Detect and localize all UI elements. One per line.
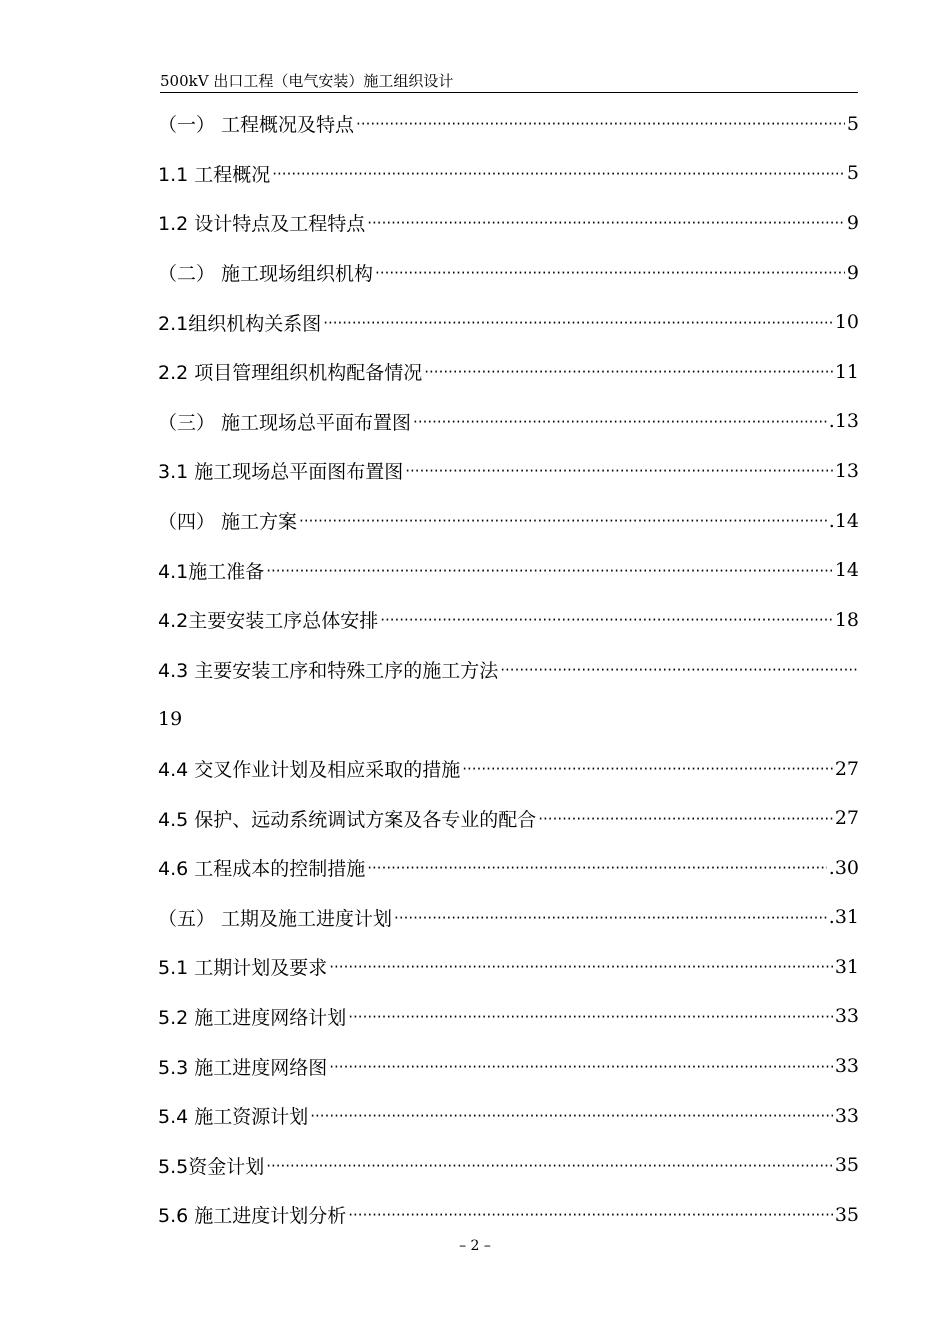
toc-leader	[375, 266, 845, 281]
toc-entry-label: 4.5 保护、远动系统调试方案及各专业的配合	[158, 808, 537, 831]
toc-leader	[424, 365, 833, 380]
toc-leader	[348, 1208, 833, 1223]
toc-leader	[348, 1010, 833, 1025]
toc-leader	[272, 167, 845, 182]
toc-entry-label: 5.3 施工进度网络图	[158, 1056, 328, 1079]
toc-entry-page: 5	[846, 162, 859, 185]
toc-entry[interactable]	[158, 347, 859, 397]
toc-entry[interactable]	[158, 397, 859, 447]
toc-entry-label: （四） 施工方案	[158, 511, 298, 534]
toc-leader	[367, 861, 827, 876]
toc-entry-label: 1.1 工程概况	[158, 163, 271, 186]
toc-entry-page: .31	[828, 906, 859, 929]
toc-entry-label: 4.6 工程成本的控制措施	[158, 858, 366, 881]
toc-entry-page: 9	[846, 261, 859, 284]
toc-entry[interactable]	[158, 645, 859, 695]
toc-entry-label: 4.4 交叉作业计划及相应采取的措施	[158, 759, 461, 782]
toc-entry[interactable]	[158, 198, 859, 248]
toc-entry-label: 2.2 项目管理组织机构配备情况	[158, 362, 423, 385]
toc-entry[interactable]	[158, 496, 859, 546]
toc-entry-page: 14	[834, 559, 859, 582]
toc-entry-label: 3.1 施工现场总平面图布置图	[158, 461, 404, 484]
toc-entry-page: 33	[834, 1055, 859, 1078]
toc-entry-label: 4.2主要安装工序总体安排	[158, 610, 379, 633]
toc-entry[interactable]	[158, 1190, 859, 1240]
toc-entry-page: 35	[834, 1203, 859, 1226]
toc-entry-label: 5.4 施工资源计划	[158, 1106, 309, 1129]
toc-entry-label: 5.1 工期计划及要求	[158, 957, 328, 980]
toc-entry-label: 4.1施工准备	[158, 560, 265, 583]
toc-entry[interactable]	[158, 446, 859, 496]
header-rule	[160, 92, 858, 93]
toc-entry[interactable]	[158, 595, 859, 645]
toc-entry[interactable]	[158, 99, 859, 149]
toc-entry-page: 13	[834, 459, 859, 482]
toc-leader	[310, 1109, 833, 1124]
toc-entry-page: 27	[834, 807, 859, 830]
toc-entry-page: 33	[834, 1104, 859, 1127]
toc-entry-label: 5.5资金计划	[158, 1155, 265, 1178]
toc-leader	[329, 960, 833, 975]
toc-entry-page: 10	[834, 311, 859, 334]
toc-entry-page: .30	[828, 856, 859, 879]
toc-leader	[266, 564, 833, 579]
toc-entry-label: 1.2 设计特点及工程特点	[158, 213, 366, 236]
toc-entry[interactable]	[158, 1091, 859, 1141]
toc-entry-label: （五） 工期及施工进度计划	[158, 907, 393, 930]
toc-leader	[380, 613, 833, 628]
toc-entry-page: 19	[158, 707, 183, 730]
toc-leader	[394, 911, 827, 926]
toc-entry[interactable]	[158, 893, 859, 943]
toc-leader	[323, 316, 833, 331]
toc-entry[interactable]	[158, 297, 859, 347]
page-header: 500kV 出口工程（电气安装）施工组织设计	[160, 72, 454, 90]
toc-entry[interactable]	[158, 149, 859, 199]
toc-leader	[329, 1060, 833, 1075]
toc-entry-page: 11	[834, 360, 859, 383]
toc-entry[interactable]	[158, 942, 859, 992]
toc-entry-label: （一） 工程概况及特点	[158, 114, 355, 137]
toc-entry-page: 33	[834, 1005, 859, 1028]
toc-leader	[356, 117, 845, 132]
toc-entry-continuation[interactable]	[158, 694, 859, 744]
toc-entry-page: 27	[834, 757, 859, 780]
toc-entry-label: （三） 施工现场总平面布置图	[158, 411, 412, 434]
toc-leader	[538, 812, 833, 827]
toc-entry-page: 35	[834, 1154, 859, 1177]
toc-entry-page: .14	[828, 509, 859, 532]
toc-entry[interactable]	[158, 545, 859, 595]
toc-entry[interactable]	[158, 744, 859, 794]
toc-leader	[266, 1159, 833, 1174]
toc-entry[interactable]	[158, 992, 859, 1042]
toc-entry-page: 5	[846, 112, 859, 135]
toc-leader	[299, 514, 827, 529]
toc-entry[interactable]	[158, 793, 859, 843]
toc-entry-page: 18	[834, 608, 859, 631]
toc-entry-label: 2.1组织机构关系图	[158, 312, 322, 335]
toc-entry-label: 5.6 施工进度计划分析	[158, 1205, 347, 1228]
toc-leader	[413, 415, 827, 430]
toc-leader	[500, 663, 857, 678]
page-number: – 2 –	[459, 1238, 491, 1254]
toc-entry-label: （二） 施工现场组织机构	[158, 263, 374, 286]
toc-entry[interactable]	[158, 1140, 859, 1190]
toc-entry-page: 9	[846, 211, 859, 234]
toc-entry-label: 5.2 施工进度网络计划	[158, 1006, 347, 1029]
toc-entry[interactable]	[158, 248, 859, 298]
toc-leader	[462, 762, 833, 777]
toc-entry[interactable]	[158, 1041, 859, 1091]
toc-leader	[405, 464, 833, 479]
toc-entry-label: 4.3 主要安装工序和特殊工序的施工方法	[158, 659, 499, 682]
toc-entry-page: 31	[834, 955, 859, 978]
toc-entry[interactable]	[158, 843, 859, 893]
toc-leader	[367, 216, 845, 231]
table-of-contents	[158, 99, 859, 1240]
toc-entry-page: .13	[828, 410, 859, 433]
